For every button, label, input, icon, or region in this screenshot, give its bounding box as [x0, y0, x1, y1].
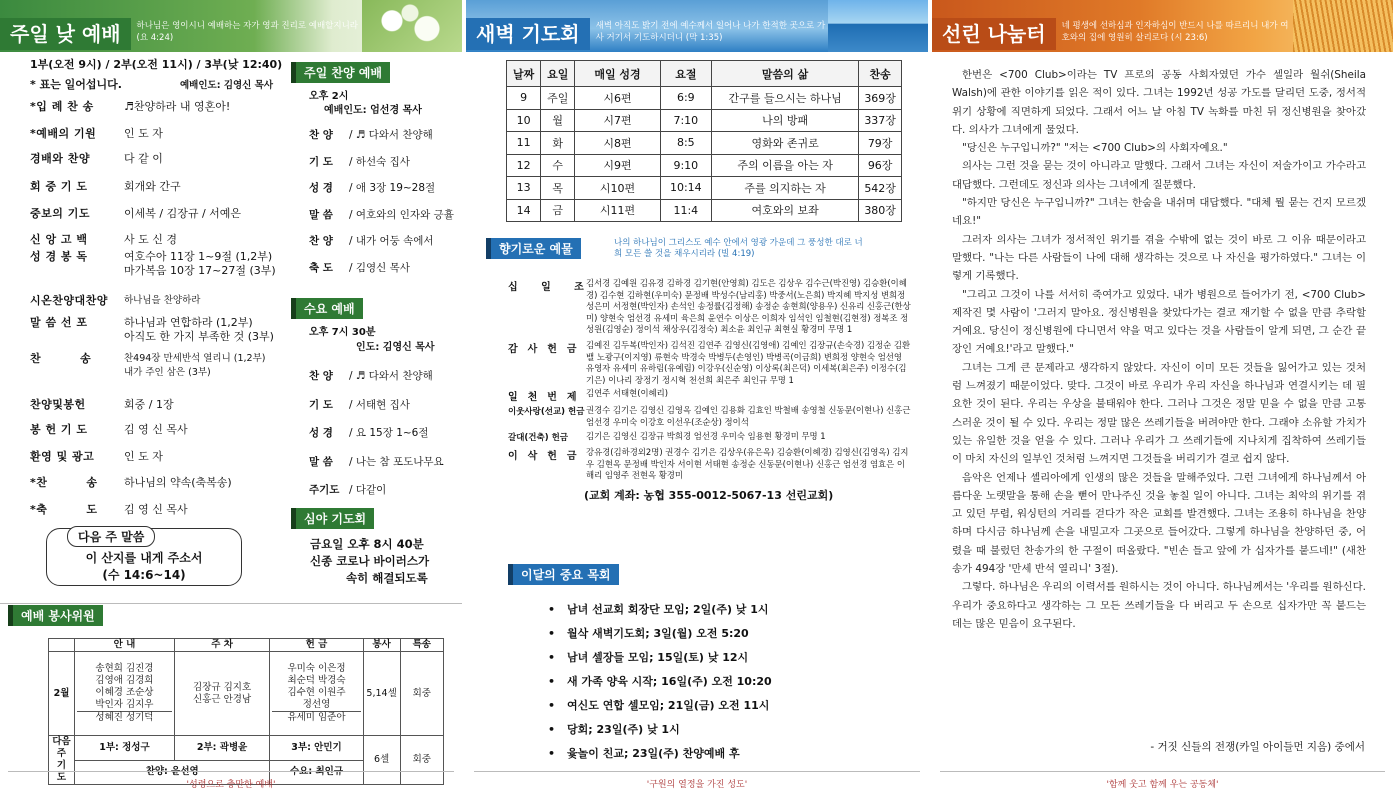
praise-label: 말 씀: [309, 208, 333, 221]
praise-section: [291, 62, 390, 83]
order-row: [30, 476, 232, 490]
order-value: 이세복 / 김장규 / 서예은: [124, 207, 242, 220]
wed-row: [309, 398, 410, 412]
order-value: 김 영 신 목사: [124, 423, 188, 436]
order-label: *찬 송: [30, 476, 98, 489]
order-row: [30, 180, 181, 194]
bank-account: (교회 계좌: 농협 355-0012-5067-13 선린교회): [584, 489, 834, 502]
schedule-cell: 시10편: [575, 177, 660, 200]
praise-value: / 내가 어둥 속에서: [349, 235, 434, 247]
schedule-header: 요절: [660, 61, 711, 87]
schedule-cell: 9: [507, 87, 541, 110]
night-line1: 금요일 오후 8시 40분: [310, 537, 424, 551]
servants-title: 예배 봉사위원: [8, 605, 103, 626]
svc-h1: 주 차: [174, 639, 269, 652]
offering-label: 감 사 헌 금: [508, 344, 578, 355]
schedule-cell: 8:5: [660, 132, 711, 155]
schedule-cell: 10:14: [660, 177, 711, 200]
sea-image: [828, 0, 928, 52]
schedule-cell: 주의 이름을 아는 자: [711, 154, 858, 177]
praise-label: 찬 양: [309, 235, 333, 247]
order-value: 여호수아 11장 1~9절 (1,2부): [124, 250, 273, 263]
svc-p3: 3부: 안민기: [270, 736, 363, 761]
svc-p2: 2부: 곽병윤: [174, 736, 269, 761]
wed-label: 찬 양: [309, 370, 333, 382]
next-week-box: [46, 528, 242, 586]
order-value: 사 도 신 경: [124, 233, 177, 246]
svc-parking: 김장규 김지호 신홍근 안경남: [174, 652, 269, 736]
service-leader: 예배인도: 김영신 목사: [180, 80, 274, 91]
order-value: 다 같 이: [124, 152, 163, 165]
schedule-cell: 369장: [859, 87, 902, 110]
schedule-cell: 시8편: [575, 132, 660, 155]
col1-footer: '성령으로 충만한 예배': [186, 780, 276, 790]
night-title: 심야 기도회: [291, 508, 374, 529]
schedule-cell: 9:10: [660, 154, 711, 177]
svc-offering: 우미숙 이은정 최순덕 박경숙 김수현 이원주 정선영 유세미 임준아: [270, 652, 363, 736]
order-row: [30, 503, 188, 517]
schedule-row: [507, 132, 902, 155]
wed-row: [309, 426, 429, 440]
next-week-ref: (수 14:6~14): [102, 568, 186, 582]
order-label: 찬양및봉헌: [30, 398, 86, 411]
svc-praise: 찬양: 윤선영: [75, 760, 270, 785]
event-item: • 남녀 셀장들 모임; 15일(토) 낮 12시: [548, 646, 772, 670]
offering-names: 김연주 서태현(이혜리): [586, 388, 669, 398]
praise-leader: 예배인도: 엄선경 목사: [324, 105, 422, 116]
servants-section: [8, 605, 103, 626]
order-value: 하나님을 찬양하라: [124, 295, 201, 306]
essay-body: [952, 66, 1366, 633]
svc-h0: 안 내: [75, 639, 175, 652]
praise-value: / ♬ 다와서 찬양해: [349, 129, 433, 141]
essay-paragraph: 그녀는 그게 큰 문제라고 생각하지 않았다. 자신이 이미 모든 것들을 잃어가고 있는 것처럼 느껴졌기 때문이었다. 맞다. 그것이 바로 우리가 우리 자신을 하나님과 연결시키는 데 필요한 것이 된다. 우리는 우상을 불태워야 한다. 그러나 그것은 정말 믿을 수 없을 만큼 고통스러운 것이 될 수 있다. 우리는 정말 많은 쓰레기들을 버려야만 한다. 그래야 소유할 가치가 있는 유일한 것을 얻을 수 있다. 그러나 우리가 그 쓰레기들에 지나치게 집착하여 쓰레기들이 마치 자신의 일부인 것처럼 느껴지면 그것들을 버리기가 결코 쉽지 않다.: [952, 361, 1366, 466]
praise-row: [309, 234, 434, 248]
wed-value: / 요 15장 1~6절: [349, 427, 429, 439]
schedule-cell: 주를 의지하는 자: [711, 177, 858, 200]
essay-paragraph: 의사는 그런 것을 묻는 것이 아니라고 말했다. 그래서 그녀는 자신이 저술가이고 가수라고 대답했다. 그런데도 정신과 의사는 그녀에게 질문했다.: [952, 160, 1366, 191]
wed-row: [309, 369, 433, 383]
dawn-prayer-column: [466, 0, 928, 796]
order-label: 신 앙 고 백: [30, 233, 88, 246]
sharing-title: 선린 나눔터: [932, 18, 1056, 50]
servants-table: [48, 638, 444, 785]
schedule-row: [507, 199, 902, 222]
offering-verse: 나의 하나님이 그리스도 예수 안에서 영광 가운데 그 풍성한 대로 너희 모든 쓸 것을 채우시리라 (빌 4:19): [614, 238, 863, 259]
praise-row: [309, 155, 410, 169]
order-value: 회개와 간구: [124, 180, 181, 193]
offering-label: 이 삭 헌 금: [508, 451, 578, 462]
order-value: ♬찬양하라 내 영혼아!: [124, 100, 231, 113]
event-item: • 여신도 연합 셀모임; 21일(금) 오전 11시: [548, 694, 772, 718]
schedule-cell: 주일: [541, 87, 575, 110]
wed-label: 주기도: [309, 484, 340, 496]
wed-row: [309, 483, 386, 497]
praise-row: [309, 261, 410, 275]
essay-paragraph: 그러자 의사는 그녀가 정서적인 위기를 겪을 수밖에 없는 것이 바로 그 이유 때문이라고 말했다. "나는 다른 사람들이 나에 대해 생각하는 것으로 나 자신을 평가하였다." 그녀는 이렇게 기록했다.: [952, 233, 1366, 283]
event-item: • 월삭 새벽기도회; 3일(월) 오전 5:20: [548, 622, 772, 646]
wed-time: 오후 7시 30분: [309, 327, 376, 338]
schedule-cell: 시7편: [575, 109, 660, 132]
essay-paragraph: "당신은 누구입니까?" "저는 <700 Club>의 사회자예요.": [962, 142, 1228, 155]
order-value: 하나님의 약속(축복송): [124, 476, 232, 489]
praise-row: [309, 181, 435, 195]
svc-h3: 봉사: [363, 639, 400, 652]
schedule-row: [507, 87, 902, 110]
svc-wed: 수요: 최인규: [270, 760, 363, 785]
order-label: 환영 및 광고: [30, 450, 95, 463]
schedule-cell: 13: [507, 177, 541, 200]
flower-image: [362, 0, 462, 52]
offering-label: 일 천 번 제: [508, 392, 578, 403]
schedule-header: 매일 성경: [575, 61, 660, 87]
events-title: 이달의 중요 목회: [508, 564, 619, 585]
essay-paragraph: 음악은 언제나 셸리아에게 인생의 많은 것들을 말해주었다. 그런 그녀에게 하나님께서 아름다운 노랫말을 통해 손을 뻗어 만나주신 것을 놓칠 일이 아니다. 그녀는 최악의 위기를 겪고 있던 무렵, 워싱턴의 거리를 걷다가 작은 교회를 발견했다. 그녀는 조용히 하나님을 찬양하며 다시금 하나님께 손을 내밀고자 그곳으로 들어갔다. 그렇게 하나님을 찬양하던 중, 어렸을 때 불렀던 찬송가의 한 구절이 떠올랐다. "빈손 들고 앞에 가 십자가를 붙드네!" (새찬송가 494장 '만세 반석 열리니' 3절).: [952, 471, 1366, 576]
offering-section: [486, 238, 581, 259]
event-item: • 윷놀이 친교; 23일(주) 찬양예배 후: [548, 742, 772, 766]
praise-label: 찬 양: [309, 129, 333, 141]
svc-next-service: 6셀: [363, 736, 400, 785]
schedule-cell: 나의 방패: [711, 109, 858, 132]
essay-paragraph: "하지만 당신은 누구입니까?" 그녀는 한숨을 내쉬며 대답했다. "대체 뭘 묻는 건지 모르겠네요!": [952, 197, 1366, 228]
order-row: [30, 423, 188, 437]
schedule-cell: 542장: [859, 177, 902, 200]
wed-value: / ♬ 다와서 찬양해: [349, 370, 433, 382]
wheat-image: [1293, 0, 1393, 52]
praise-label: 축 도: [309, 261, 333, 274]
schedule-cell: 영화와 존귀로: [711, 132, 858, 155]
night-line3: 속히 해결되도록: [346, 571, 428, 585]
order-value-2: 아직도 한 가지 부족한 것 (3부): [124, 330, 274, 343]
schedule-cell: 수: [541, 154, 575, 177]
order-label: 회 중 기 도: [30, 180, 88, 193]
event-item: • 당회; 23일(주) 낮 1시: [548, 718, 772, 742]
order-label: 말 씀 선 포: [30, 316, 88, 329]
essay-paragraph: 한번은 <700 Club>이라는 TV 프로의 공동 사회자였던 가수 셀일라 월쉬(Sheila Walsh)에 관한 이야기를 읽은 적이 있다. 그녀는 1992년 성공 가도를 달리던 도중, 정서적 위기 상황에 직면하게 되었다. 그래서 어느 날 아침 TV 녹화를 마친 뒤 정신병원을 찾아갔다. 의사가 그녀에게 물었다.: [952, 69, 1366, 136]
order-value: 하나님과 연합하라 (1,2부): [124, 316, 253, 329]
offering-names: 강유경(김하경외2명) 권경수 김기은 김상우(유은옥) 김승환(이혜경) 김영신(김영옥) 김지우 김현옥 문정배 박인자 서이현 서태현 송정순 신동문(이현나) 신홍근 엄선경 염효은 이해리 임영주 전현옥 황경미: [586, 447, 909, 480]
schedule-cell: 월: [541, 109, 575, 132]
order-row: [30, 207, 241, 221]
schedule-header: 말씀의 삶: [711, 61, 858, 87]
wed-label: 성 경: [309, 427, 333, 439]
praise-row: [309, 128, 433, 142]
order-label: 중보의 기도: [30, 207, 90, 220]
schedule-cell: 7:10: [660, 109, 711, 132]
order-value-2: 내가 주인 삼은 (3부): [124, 367, 211, 378]
sunday-title: 주일 낮 예배: [0, 18, 131, 50]
offering-names: 김예진 김두복(박인자) 김석진 김연주 김영신(김영애) 김예인 김장규(손숙경) 김정순 김환밸 노광구(이지영) 류현숙 박경숙 박병두(손영인) 박병곡(이금희) 변희정 양현숙 엄선영 유영자 유세미 유하림(유예림) 이강우(신순영) 이상록(최은덕) 이세복(최은주) 이정수(김기은) 이나리 장정기 정시혁 천선희 최은주 최인규 무명 1: [586, 340, 911, 385]
col3-footer: '함께 웃고 함께 우는 공동체': [1106, 780, 1219, 790]
order-value: 인 도 자: [124, 127, 163, 140]
wed-value: / 나는 참 포도나무요: [349, 455, 444, 468]
order-value-2: 마가복음 10장 17~27절 (3부): [124, 264, 276, 277]
night-line2: 신종 코로나 바이러스가: [310, 554, 430, 568]
wed-section: [291, 298, 363, 319]
schedule-cell: 337장: [859, 109, 902, 132]
events-section: [508, 564, 619, 585]
stand-note: * 표는 일어섭니다.: [30, 78, 122, 91]
order-row: [30, 450, 163, 464]
service-times: 1부(오전 9시) / 2부(오전 11시) / 3부(낮 12:40): [30, 58, 283, 71]
wed-value: / 다같이: [349, 484, 387, 496]
offering-label: 십 일 조: [508, 282, 585, 293]
schedule-row: [507, 154, 902, 177]
order-row: [30, 127, 163, 141]
schedule-cell: 11:4: [660, 199, 711, 222]
praise-row: [309, 208, 454, 222]
schedule-cell: 시11편: [575, 199, 660, 222]
svc-next-label: 다음주 기 도: [49, 736, 75, 785]
praise-value: / 김영신 목사: [349, 261, 410, 274]
offering-names: 권경수 김기은 김영신 김영옥 김예인 김용화 김효인 박철배 송영철 신동문(이현나) 신홍근 엄선경 우미숙 이강호 이선우(조순상) 정이석: [586, 405, 911, 427]
order-row: [30, 352, 265, 380]
svc-h4: 특송: [400, 639, 443, 652]
svc-song: 회중: [400, 652, 443, 736]
prayer-schedule-table: [506, 60, 902, 222]
schedule-cell: 시6편: [575, 87, 660, 110]
sharing-subtitle: 네 평생에 선하심과 인자하심이 반드시 나를 따르리니 내가 여호와의 집에 영원히 살리로다 (시 23:6): [1061, 21, 1289, 43]
order-label: *축 도: [30, 503, 98, 516]
praise-value: / 하선숙 집사: [349, 155, 410, 168]
schedule-cell: 79장: [859, 132, 902, 155]
order-label: 봉 헌 기 도: [30, 423, 88, 436]
schedule-cell: 10: [507, 109, 541, 132]
praise-label: 기 도: [309, 155, 333, 168]
praise-value: / 애 3장 19~28절: [349, 182, 436, 194]
wed-row: [309, 455, 444, 469]
svc-p1: 1부: 정성구: [75, 736, 175, 761]
offering-title: 향기로운 예물: [486, 238, 581, 259]
schedule-header: 날짜: [507, 61, 541, 87]
dawn-subtitle: 새벽 아직도 밝기 전에 예수께서 일어나 나가 한적한 곳으로 가사 거기서 기도하시더니 (막 1:35): [595, 21, 826, 43]
order-row: [30, 233, 177, 247]
schedule-cell: 여호와의 보좌: [711, 199, 858, 222]
schedule-cell: 6:9: [660, 87, 711, 110]
schedule-cell: 12: [507, 154, 541, 177]
dawn-title: 새벽 기도회: [466, 18, 590, 50]
schedule-cell: 화: [541, 132, 575, 155]
praise-value: / 여호와의 인자와 긍휼: [349, 208, 454, 221]
order-label: 시온찬양대찬양: [30, 294, 108, 307]
order-row: [30, 100, 230, 114]
order-label: 성 경 봉 독: [30, 250, 88, 263]
next-week-label: 다음 주 말씀: [67, 526, 155, 547]
svc-next-song: 회중: [400, 736, 443, 785]
essay-paragraph: 그렇다. 하나님은 우리의 이력서를 원하시는 것이 아니다. 하나님께서는 '우리를 원하신다. 우리가 중요하다고 생각하는 그 모든 쓰레기들을 다 버리고 두 손으로 십자가만 꼭 붙드는 데는 많은 믿음이 요구된다.: [952, 581, 1366, 630]
essay-source: - 거짓 신들의 전쟁(카일 아이들먼 지음) 중에서: [1150, 741, 1365, 753]
wed-value: / 서태현 집사: [349, 398, 410, 411]
events-list: [548, 598, 772, 766]
order-row: [30, 250, 276, 278]
event-item: • 새 가족 양육 시작; 16일(주) 오전 10:20: [548, 670, 772, 694]
svc-h2: 헌 금: [270, 639, 363, 652]
praise-title: 주일 찬양 예배: [291, 62, 390, 83]
schedule-row: [507, 109, 902, 132]
schedule-cell: 간구를 들으시는 하나님: [711, 87, 858, 110]
order-label: 찬 송: [30, 352, 92, 365]
praise-time: 오후 2시: [309, 91, 349, 102]
order-row: [30, 398, 174, 412]
schedule-cell: 금: [541, 199, 575, 222]
offering-names: 김기은 김영신 김장규 박희경 엄선경 우미숙 임용현 황경미 무명 1: [586, 431, 826, 441]
sharing-header: [932, 0, 1393, 52]
event-item: • 남녀 선교회 회장단 모임; 2일(주) 낮 1시: [548, 598, 772, 622]
svc-guide: 송현희 김진경 김영애 김경희 이혜경 조순상 박인자 김지우 성혜진 성기덕: [75, 652, 175, 736]
offering-label: 이웃사랑(선교) 헌금: [508, 407, 585, 417]
svc-service: 5,14셀: [363, 652, 400, 736]
order-label: *입 례 찬 송: [30, 100, 94, 113]
wed-leader: 인도: 김영신 목사: [356, 342, 435, 353]
schedule-cell: 시9편: [575, 154, 660, 177]
order-row: [30, 294, 200, 308]
schedule-header: 찬송: [859, 61, 902, 87]
order-value: 김 영 신 목사: [124, 503, 188, 516]
order-value: 인 도 자: [124, 450, 163, 463]
dawn-header: [466, 0, 928, 52]
schedule-header: 요일: [541, 61, 575, 87]
order-row: [30, 316, 274, 344]
schedule-row: [507, 177, 902, 200]
schedule-cell: 11: [507, 132, 541, 155]
offering-label: 갈대(건축) 헌금: [508, 433, 568, 443]
order-row: [30, 152, 163, 166]
schedule-cell: 96장: [859, 154, 902, 177]
schedule-cell: 목: [541, 177, 575, 200]
sunday-worship-column: [0, 0, 462, 796]
order-value: 회중 / 1장: [124, 398, 174, 411]
wed-title: 수요 예배: [291, 298, 363, 319]
order-label: 경배와 찬양: [30, 152, 90, 165]
offering-names: 김서경 김예원 김유경 김하경 김기현(안영희) 김도은 김상우 김수근(박진영) 김승환(이혜경) 김수현 김하현(우미숙) 문정배 박성수(남리홍) 박중서(노은희) 박지혜 박지성 변희정 성은미 서정현(박인자) 손석인 송정률(김정해) 송정순 송현희(양용우) 신유리 신홍근(한상미) 양현숙 엄선경 유세미 육은희 윤연수 이상은 이희자 임석인 임철현(김현정) 정복조 정성원(김영순) 정이석 채상우(김정숙) 최소윤 최인규 최현실 황경미 무명 1: [586, 278, 911, 334]
sunday-subtitle: 하나님은 영이시니 예배하는 자가 영과 진리로 예배할지니라 (요 4:24): [136, 21, 359, 43]
sunday-header: [0, 0, 462, 52]
next-week-text: 이 산지를 내게 주소서: [85, 551, 203, 565]
wed-label: 말 씀: [309, 455, 333, 468]
praise-label: 성 경: [309, 182, 333, 194]
night-section: [291, 508, 374, 529]
col2-footer: '구원의 열정을 가진 성도': [646, 780, 748, 790]
order-value: 찬494장 만세반석 열리니 (1,2부): [124, 353, 266, 364]
wed-label: 기 도: [309, 398, 333, 411]
order-label: *예배의 기원: [30, 127, 97, 140]
schedule-cell: 380장: [859, 199, 902, 222]
sharing-column: [932, 0, 1393, 796]
svc-month: 2월: [49, 652, 75, 736]
schedule-cell: 14: [507, 199, 541, 222]
essay-paragraph: "그리고 그것이 나를 서서히 죽여가고 있었다. 내가 병원으로 들어가기 전, <700 Club> 제작진 몇 사람이 '그러지 말아요. 정신병원을 찾았다가는 결코 재기할 수 없을 만큼 추락할 거예요. 당신이 정신병원에 다니면서 약을 먹고 있다는 것을 사람들이 알게 되면, 그 순간 끝장인 거예요!'라고 말했다.": [952, 288, 1366, 356]
